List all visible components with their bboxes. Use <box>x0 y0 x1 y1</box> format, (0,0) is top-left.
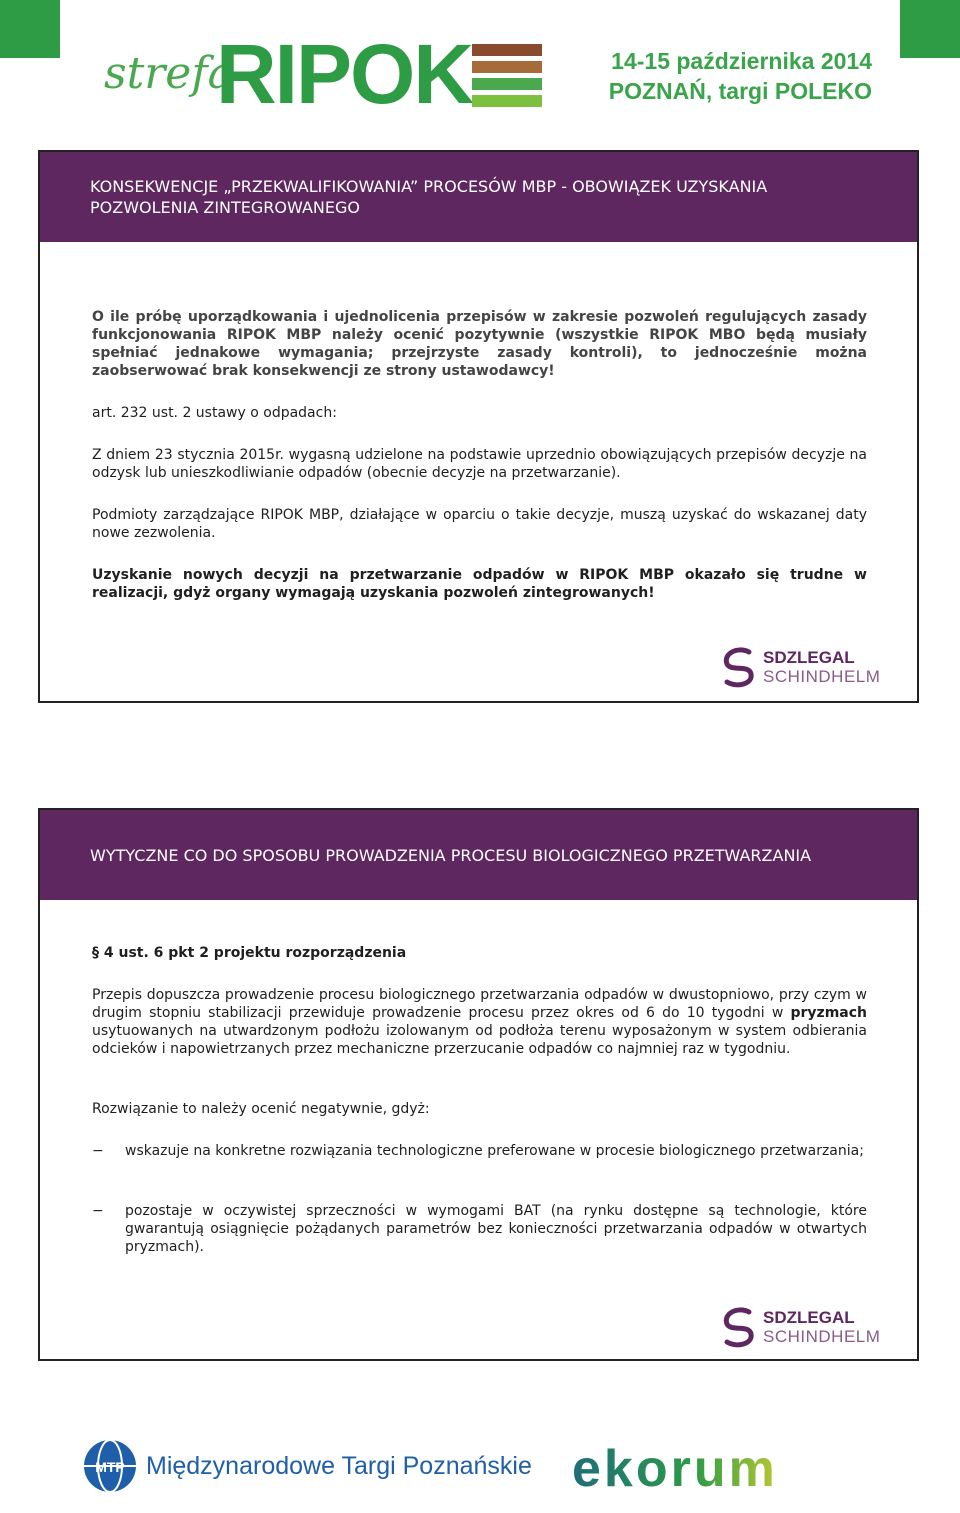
logo-ripok-text: RIPOK <box>216 27 473 121</box>
sdz-swirl-icon <box>719 646 759 688</box>
section-title: KONSEKWENCJE „PRZEKWALIFIKOWANIA” PROCESÓW MBP - OBOWIĄZEK UZYSKANIA POZWOLENIA ZINTEGROWANEGO <box>90 177 768 217</box>
paragraph-entities: Podmioty zarządzające RIPOK MBP, działające w oparciu o takie decyzje, muszą uzyskać do wskazanej daty nowe zezwolenia. <box>92 507 867 541</box>
sdz-logo-line2: SCHINDHELM <box>763 667 881 686</box>
event-info <box>609 46 872 106</box>
section-title: WYTYCZNE CO DO SPOSOBU PROWADZENIA PROCESU BIOLOGICZNEGO PRZETWARZANIA <box>90 845 812 865</box>
mtp-logo-text: Międzynarodowe Targi Poznańskie <box>146 1452 532 1480</box>
paragraph-expiry: Z dniem 23 stycznia 2015r. wygasną udzielone na podstawie uprzednio obowiązujących przepisów decyzje na odzysk lub unieszkodliwianie odpadów (obecnie decyzje na przetwarzanie). <box>92 447 867 481</box>
list-item <box>92 1202 867 1262</box>
strefa-ripok-logo <box>68 8 568 128</box>
emphasis-pryzmach: pryzmach <box>790 1005 868 1021</box>
bullet-dash: − <box>92 1143 104 1159</box>
list-item <box>92 1142 867 1182</box>
logo-strefa-text: strefa <box>104 48 234 99</box>
intro-paragraph: O ile próbę uporządkowania i ujednolicenia przepisów w zakresie pozwoleń regulujących zasady funkcjonowania RIPOK MBP należy ocenić pozytywnie (wszystkie RIPOK MBO będą musiały spełniać jednakowe wymagania; przejrzyste zasady kontroli), to jednocześnie można zaobserwować brak konsekwencji ze strony ustawodawcy! <box>92 309 867 379</box>
section-title-bar <box>40 152 917 242</box>
event-date: 14-15 października 2014 <box>611 48 872 74</box>
section-consequences <box>38 150 919 703</box>
paragraph-conclusion: Uzyskanie nowych decyzji na przetwarzanie odpadów w RIPOK MBP okazało się trudne w realizacji, gdyż organy wymagają uzyskania pozwoleń zintegrowanych! <box>92 567 867 601</box>
sdz-swirl-icon <box>719 1306 759 1348</box>
corner-decoration-left <box>0 0 60 58</box>
sdz-logo-line1: SDZLEGAL <box>763 1308 855 1327</box>
mtp-badge-text: MTP <box>95 1459 125 1475</box>
bullet-dash: − <box>92 1203 104 1219</box>
mtp-logo <box>82 1438 562 1498</box>
bullet-text: wskazuje na konkretne rozwiązania technologiczne preferowane w procesie biologicznego przetwarzania; <box>125 1143 864 1159</box>
ekorum-text: ekorum <box>572 1440 778 1498</box>
sdz-logo-line1: SDZLEGAL <box>763 648 855 667</box>
sdz-legal-logo <box>719 1306 883 1350</box>
paragraph-regulation: Przepis dopuszcza prowadzenie procesu biologicznego przetwarzania odpadów w dwustopniowo, przy czym w drugim stopniu stabilizacji przewiduje prowadzenie procesu przez okres od 6 do 10 tygodni w pryzmach usytuowanych na utwardzonym podłożu izolowanym od podłoża terenu wyposażonym w system odbierania odcieków i napowietrzanych przez mechaniczne przerzucanie odpadów co najmniej raz w tygodniu. <box>92 987 868 1057</box>
ekorum-logo <box>572 1438 872 1498</box>
sdz-logo-line2: SCHINDHELM <box>763 1327 881 1346</box>
bullet-text: pozostaje w oczywistej sprzeczności w wymogami BAT (na rynku dostępne są technologie, które gwarantują osiągnięcie pożądanych parametrów bez konieczności przetwarzania odpadów w otwartych pryzmach). <box>125 1203 867 1255</box>
event-place: POZNAŃ, targi POLEKO <box>608 78 872 104</box>
section-title-bar <box>40 810 917 900</box>
regulation-reference: § 4 ust. 6 pkt 2 projektu rozporządzenia <box>92 945 407 961</box>
mtp-globe-icon <box>82 1438 138 1494</box>
paragraph-assessment: Rozwiązanie to należy ocenić negatywnie, gdyż: <box>92 1101 430 1117</box>
ekorum-wordmark-icon <box>572 1438 872 1498</box>
corner-decoration-right <box>900 0 960 58</box>
logo-bars-icon <box>472 44 542 112</box>
sdz-legal-logo <box>719 646 883 690</box>
article-reference: art. 232 ust. 2 ustawy o odpadach: <box>92 405 337 421</box>
section-guidelines <box>38 808 919 1361</box>
